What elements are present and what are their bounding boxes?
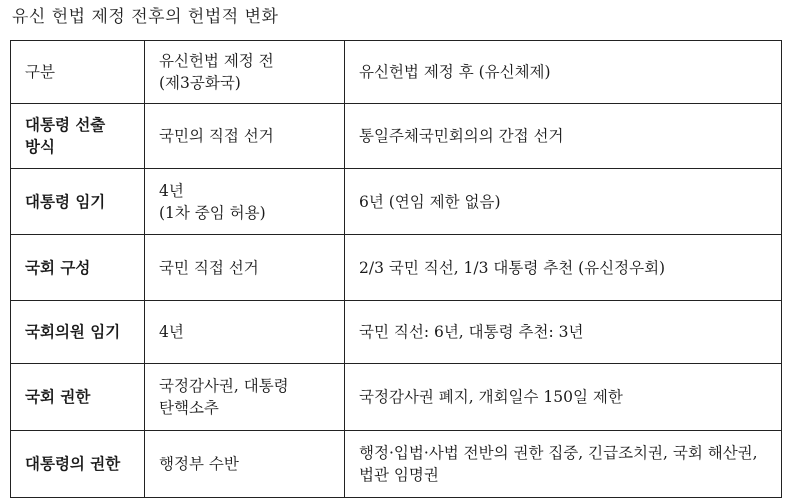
header-before: 유신헌법 제정 전 (제3공화국) [145,41,345,104]
table-row [11,301,782,364]
cell-before: 국정감사권, 대통령 탄핵소추 [145,364,345,431]
row-label: 국회의원 임기 [11,301,145,364]
row-label: 대통령 임기 [11,169,145,235]
cell-after: 국정감사권 폐지, 개회일수 150일 제한 [345,364,782,431]
header-after: 유신헌법 제정 후 (유신체제) [345,41,782,104]
table-row [11,364,782,431]
cell-after: 국민 직선: 6년, 대통령 추천: 3년 [345,301,782,364]
cell-before [145,169,345,235]
cell-after: 2/3 국민 직선, 1/3 대통령 추천 (유신정우회) [345,235,782,301]
cell-before-line: (1차 중임 허용) [159,203,266,222]
cell-before: 4년 [145,301,345,364]
cell-before: 국민 직접 선거 [145,235,345,301]
row-label: 국회 권한 [11,364,145,431]
table-row [11,431,782,498]
header-category: 구분 [11,41,145,104]
cell-after: 행정·입법·사법 전반의 권한 집중, 긴급조치권, 국회 해산권, 법관 임명권 [345,431,782,498]
cell-before-line: 4년 [159,181,184,200]
row-label: 국회 구성 [11,235,145,301]
row-label: 대통령 선출 방식 [11,104,145,169]
table-row [11,235,782,301]
comparison-table [10,40,782,498]
table-header-row [11,41,782,104]
cell-before: 행정부 수반 [145,431,345,498]
table-row [11,104,782,169]
page-title: 유신 헌법 제정 전후의 헌법적 변화 [12,7,279,27]
cell-after: 6년 (연임 제한 없음) [345,169,782,235]
row-label: 대통령의 권한 [11,431,145,498]
cell-after: 통일주체국민회의의 간접 선거 [345,104,782,169]
table-row [11,169,782,235]
cell-before: 국민의 직접 선거 [145,104,345,169]
